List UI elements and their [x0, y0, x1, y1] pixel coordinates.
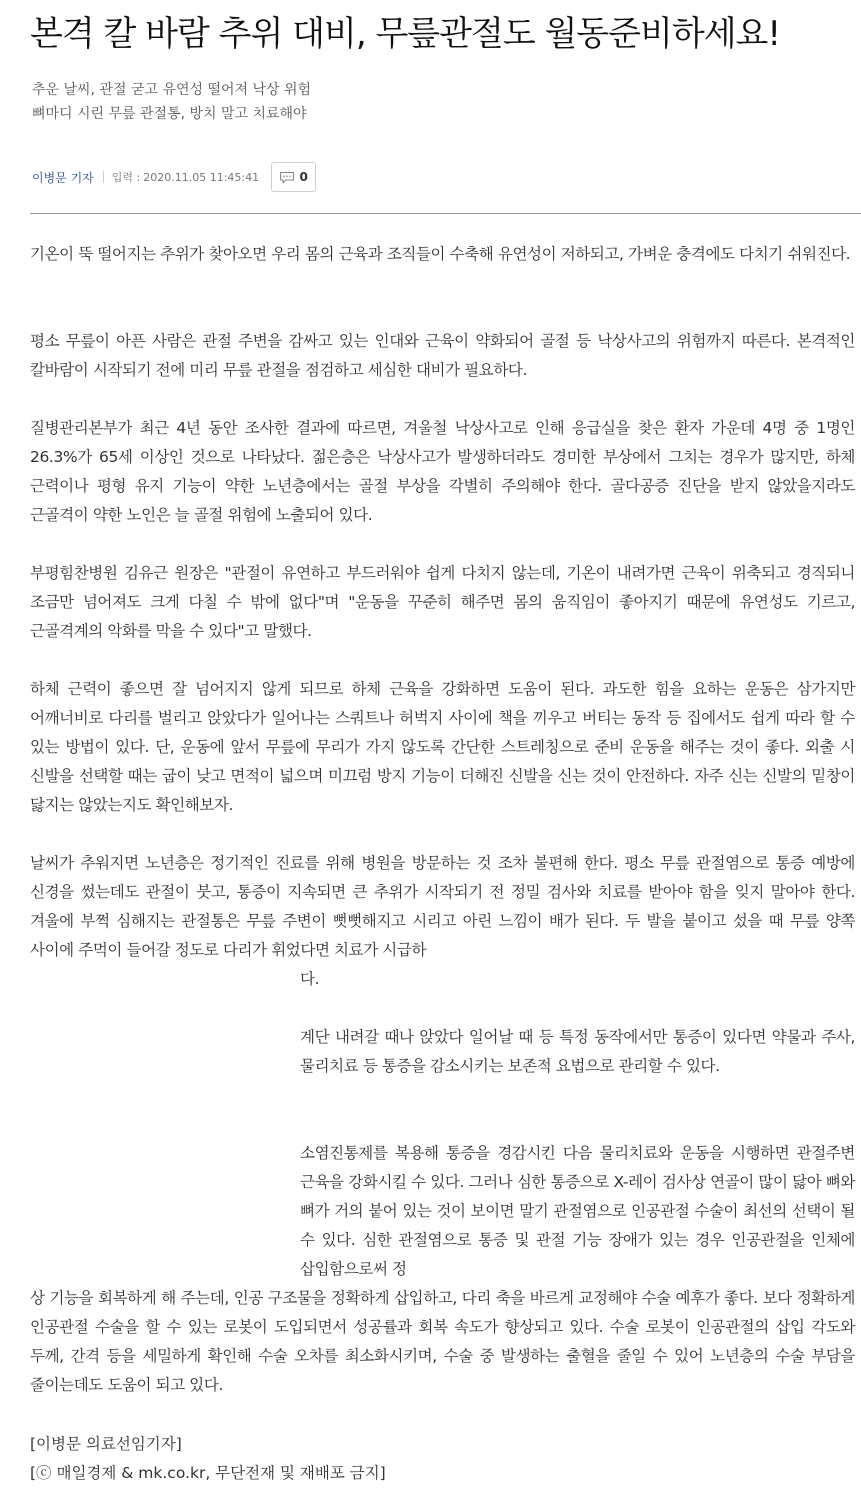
- byline[interactable]: 이병문 기자: [32, 170, 94, 185]
- subtitle-line: 추운 날씨, 관절 굳고 유연성 떨어져 낙상 위험: [32, 82, 312, 98]
- article-paragraph: 부평힘찬병원 김유근 원장은 "관절이 유연하고 부드러워야 쉽게 다치지 않는데, 기온이 내려가면 근육이 위축되고 경직되니 조금만 넘어져도 크게 다칠 수 밖에 없다"며 "운동을 꾸준히 해주면 몸의 움직임이 좋아지기 때문에 유연성도 기르고, 근골격계의 악화를 막을 수 있다"고 말했다.: [30, 564, 855, 640]
- article-paragraph: 평소 무릎이 아픈 사람은 관절 주변을 감싸고 있는 인대와 근육이 약화되어 골절 등 낙상사고의 위험까지 따른다. 본격적인 칼바람이 시작되기 전에 미리 무릎 관절을 점검하고 세심한 대비가 필요하다.: [30, 332, 855, 379]
- speech-bubble-icon: [279, 171, 295, 184]
- article-paragraph: 하체 근력이 좋으면 잘 넘어지지 않게 되므로 하체 근육을 강화하면 도움이 된다. 과도한 힘을 요하는 운동은 삼가지만 어깨너비로 다리를 벌리고 앉았다가 일어나는 스쿼트나 허벅지 사이에 책을 끼우고 버티는 동작 등 집에서도 쉽게 따라 할 수 있는 방법이 있다. 단, 운동에 앞서 무릎에 무리가 가지 않도록 간단한 스트레칭으로 준비 운동을 해주는 것이 좋다. 외출 시 신발을 선택할 때는 굽이 낮고 면적이 넓으며 미끄럼 방지 기능이 더해진 신발을 신는 것이 안전하다. 자주 신는 신발의 밑창이 닳지는 않았는지도 확인해보자.: [30, 680, 855, 814]
- meta-divider: [103, 171, 104, 183]
- article-paragraph: 소염진통제를 복용해 통증을 경감시킨 다음 물리치료와 운동을 시행하면 관절주변 근육을 강화시킬 수 있다. 그러나 심한 통증으로 X-레이 검사상 연골이 많이 닳아 뼈와 뼈가 거의 붙어 있는 것이 보이면 말기 관절염으로 인공관절 수술이 최선의 선택이 될 수 있다. 심한 관절염으로 통증 및 관절 기능 장애가 있는 경우 인공관절을 인체에 삽입함으로써 정: [300, 1144, 855, 1278]
- article-headline: 본격 칼 바람 추위 대비, 무릎관절도 월동준비하세요!: [30, 14, 781, 54]
- publish-date: 2020.11.05 11:45:41: [143, 170, 260, 184]
- article-paragraph: 날씨가 추워지면 노년층은 정기적인 진료를 위해 병원을 방문하는 것 조차 불편해 한다. 평소 무릎 관절염으로 통증 예방에 신경을 썼는데도 관절이 붓고, 통증이 지속되면 큰 추위가 시작되기 전 정밀 검사와 치료를 받아야 함을 잊지 말아야 한다. 겨울에 부쩍 심해지는 관절통은 무릎 주변이 뻣뻣해지고 시리고 아린 느낌이 배가 된다. 두 발을 붙이고 섰을 때 무릎 양쪽 사이에 주먹이 들어갈 정도로 다리가 휘었다면 치료가 시급하: [30, 854, 855, 959]
- reporter-signature: [이병문 의료선임기자]: [30, 1435, 182, 1453]
- comment-button[interactable]: [271, 162, 316, 192]
- copyright-notice: [ⓒ 매일경제 & mk.co.kr, 무단전재 및 재배포 금지]: [30, 1464, 386, 1482]
- article-paragraph: 계단 내려갈 때나 앉았다 일어날 때 등 특정 동작에서만 통증이 있다면 약물과 주사, 물리치료 등 통증을 감소시키는 보존적 요법으로 관리할 수 있다.: [300, 1028, 855, 1075]
- subtitle-line: 뼈마디 시린 무릎 관절통, 방치 말고 치료해야: [32, 106, 307, 122]
- article-paragraph: 다.: [300, 970, 320, 988]
- date-label: 입력 :: [111, 171, 141, 184]
- header-divider: [30, 213, 861, 214]
- article-subtitles: [32, 78, 311, 126]
- article-meta: [32, 160, 316, 194]
- article-paragraph: 기온이 뚝 떨어지는 추위가 찾아오면 우리 몸의 근육과 조직들이 수축해 유연성이 저하되고, 가벼운 충격에도 다치기 쉬워진다.: [30, 245, 851, 263]
- article-paragraph: 상 기능을 회복하게 해 주는데, 인공 구조물을 정확하게 삽입하고, 다리 축을 바르게 교정해야 수술 예후가 좋다. 보다 정확하게 인공관절 수술을 할 수 있는 로봇이 도입되면서 성공률과 회복 속도가 향상되고 있다. 수술 로봇이 인공관절의 삽입 각도와 두께, 간격 등을 세밀하게 확인해 수술 오차를 최소화시키며, 수술 중 발생하는 출혈을 줄일 수 있어 노년층의 수술 부담을 줄이는데도 도움이 되고 있다.: [30, 1289, 855, 1394]
- article-paragraph: 질병관리본부가 최근 4년 동안 조사한 결과에 따르면, 겨울철 낙상사고로 인해 응급실을 찾은 환자 가운데 4명 중 1명인 26.3%가 65세 이상인 것으로 나타났다. 젊은층은 낙상사고가 발생하더라도 경미한 부상에서 그치는 경우가 많지만, 하체 근력이나 평형 유지 기능이 약한 노년층에서는 골절 부상을 각별히 주의해야 한다. 골다공증 진단을 받지 않았을지라도 근골격이 약한 노인은 늘 골절 위험에 노출되어 있다.: [30, 419, 855, 524]
- comment-count: 0: [299, 170, 308, 184]
